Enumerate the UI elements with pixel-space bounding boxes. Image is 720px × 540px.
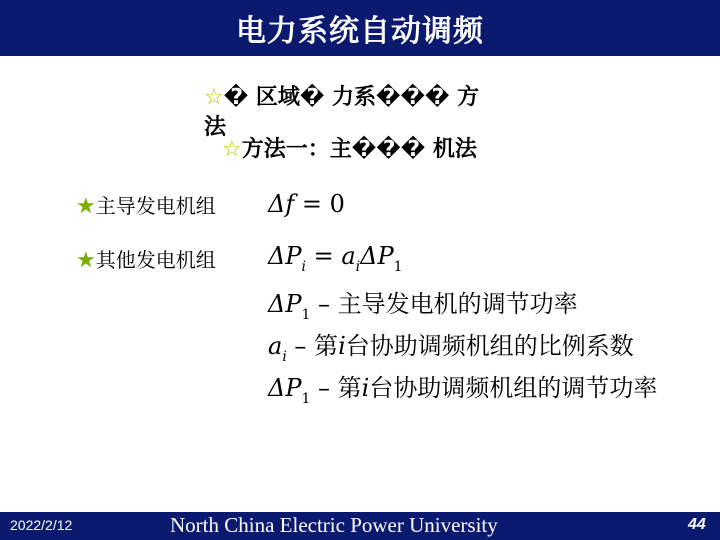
bullet-1-text: � 区域� 力系��� 方 xyxy=(223,85,480,110)
eq2-lhs: ΔP xyxy=(268,242,302,270)
bullet-2-text: 方法一：主��� 机法 xyxy=(241,137,477,162)
star-outline-icon: ☆ xyxy=(204,85,224,110)
item-other-generator-label: 其他发电机组 xyxy=(95,248,216,272)
def2-pre: – 第 xyxy=(286,332,339,360)
eq2-coef-sub: i xyxy=(355,259,361,275)
eq2-coef: a xyxy=(341,242,356,270)
def2-var: i xyxy=(338,332,346,360)
bullet-1 xyxy=(204,80,479,111)
page-number: 44 xyxy=(688,516,706,533)
footer-date: 2022/2/12 xyxy=(10,517,73,533)
eq2-term-sub: 1 xyxy=(393,259,403,275)
def1-sub: 1 xyxy=(301,307,311,323)
def3-sub: 1 xyxy=(301,391,311,407)
eq1-lhs: Δf xyxy=(268,190,295,218)
star-outline-icon: ☆ xyxy=(222,137,242,162)
bullet-1-continuation: 法 xyxy=(204,115,227,140)
item-other-generator xyxy=(76,244,216,273)
item-main-generator-label: 主导发电机组 xyxy=(95,194,216,218)
item-main-generator xyxy=(76,190,216,219)
eq2-term: ΔP xyxy=(360,242,394,270)
star-solid-icon: ★ xyxy=(76,194,96,219)
def2-text: 台协助调频机组的比例系数 xyxy=(345,332,634,360)
definition-delta-p1-assist xyxy=(268,368,658,407)
bullet-2 xyxy=(222,132,477,163)
equation-delta-pi xyxy=(268,242,403,275)
def2-sym: a xyxy=(268,332,283,360)
def3-pre: – 第 xyxy=(310,374,362,402)
def3-var: i xyxy=(361,374,370,402)
def1-text: – 主导发电机的调节功率 xyxy=(310,290,578,318)
def3-sym: ΔP xyxy=(268,374,302,402)
equation-delta-f xyxy=(268,190,345,218)
def1-sym: ΔP xyxy=(268,290,302,318)
star-solid-icon: ★ xyxy=(76,248,96,273)
eq2-lhs-sub: i xyxy=(301,259,306,275)
definition-delta-p1 xyxy=(268,284,578,323)
footer-organization: North China Electric Power University xyxy=(170,513,498,537)
def3-text: 台协助调频机组的调节功率 xyxy=(369,374,658,402)
definition-ai xyxy=(268,326,634,365)
slide-title: 电力系统自动调频 xyxy=(236,14,484,49)
eq2-mid: = xyxy=(305,242,342,270)
eq1-rhs: = 0 xyxy=(301,190,345,218)
def2-sub: i xyxy=(282,349,287,365)
